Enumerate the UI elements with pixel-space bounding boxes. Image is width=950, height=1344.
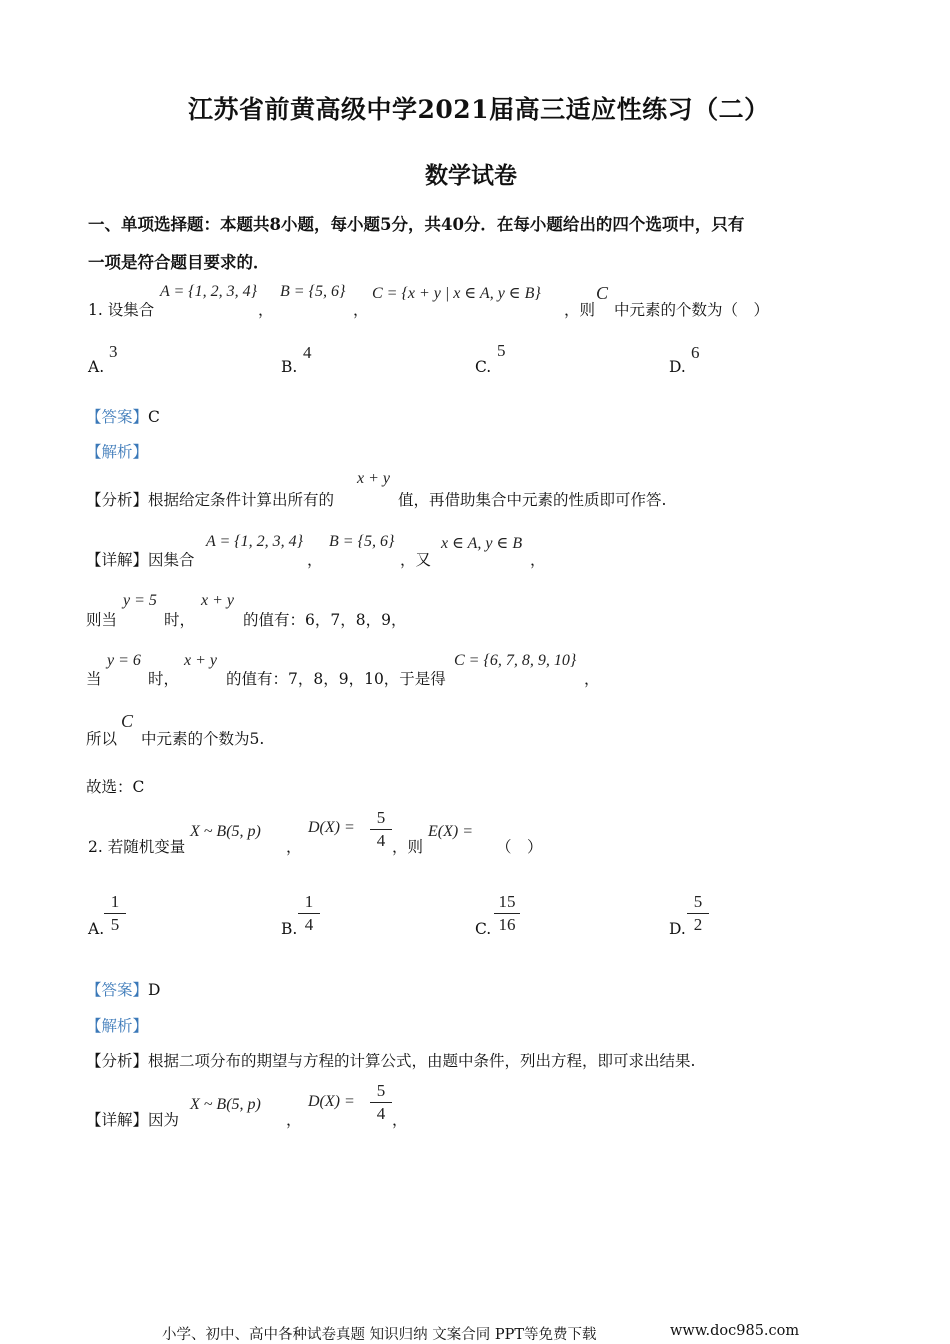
q1-l3-c: 的值有：6，7，8，9， [243,611,407,629]
q1-xj-set-b: B = {5, 6} [329,533,395,550]
q1-option-a-label: A. [88,358,105,376]
q1-xiangjie [86,548,195,570]
fraction-bar [298,913,320,914]
q1-analysis-tag: 【解析】 [86,443,149,461]
q1-xj-comma: ， [307,551,323,569]
q2-option-b-label: B. [281,920,298,938]
footer-text: 小学、初中、高中各种试卷真题 知识归纳 文案合同 PPT等免费下载 [162,1327,597,1343]
fenxi-text: 根据二项分布的期望与方程的计算公式，由题中条件，列出方程，即可求出结果. [148,1052,696,1070]
page-subtitle: 数学试卷 [425,162,517,189]
q2-comma: ， [286,838,302,856]
q1-l3-y: y = 5 [123,592,157,609]
q1-comma-1: ， [258,301,274,319]
q1-set-b: B = {5, 6} [280,283,346,300]
denominator: 4 [376,831,386,850]
fraction-bar [370,1102,392,1103]
q2-option-d-label: D. [669,920,686,938]
q1-option-d-value: 6 [691,343,700,362]
q2-e: E(X) = [428,823,473,840]
q2-option-c-label: C. [475,920,492,938]
fraction-bar [687,913,709,914]
q2-xj-x-dist: X ~ B(5, p) [190,1096,261,1113]
fenxi-text-a: 根据给定条件计算出所有的 [148,491,335,509]
q2-fenxi [86,1049,695,1071]
section-heading-line1: 一、单项选择题：本题共8小题，每小题5分，共40分．在每小题给出的四个选项中，只有 [88,215,745,234]
q2-option-a-label: A. [88,920,105,938]
denominator: 16 [498,915,516,934]
numerator: 1 [110,892,120,911]
q2-answer [86,978,160,1000]
q1-l3-b: 时， [164,611,196,629]
q2-then: ，则 [392,838,424,856]
q1-option-d-label: D. [669,358,686,376]
q1-xj-you: ，又 [400,551,432,569]
q2-option-d-fraction [687,892,709,935]
answer-tag: 【答案】 [86,408,149,426]
q1-l3-a: 则当 [86,611,118,629]
q2-option-a-fraction [104,892,126,935]
q1-l4-end: ， [584,670,600,688]
q1-fenxi-text-b: 值，再借助集合中元素的性质即可作答. [398,491,667,509]
answer-value: C [148,408,160,426]
numerator: 5 [376,808,386,827]
q1-l5-a: 所以 [86,730,118,748]
fraction-bar [104,913,126,914]
denominator: 5 [110,915,120,934]
q1-l4-c: 的值有：7，8，9，10，于是得 [226,670,446,688]
numerator: 1 [304,892,314,911]
footer-site-link[interactable]: www.doc985.com [670,1323,800,1339]
q2-paren: （ ） [496,838,543,856]
q1-option-a-value: 3 [109,342,118,361]
q1-xj-set-a: A = {1, 2, 3, 4} [206,533,304,550]
q1-xj-end: ， [530,551,546,569]
numerator: 5 [693,892,703,911]
q2-d-fraction [370,808,392,851]
q2-xj-comma: ， [286,1111,302,1129]
page-title: 江苏省前黄高级中学2021届高三适应性练习（二） [188,95,770,124]
answer-value: D [148,981,161,999]
q1-xj-xy: x ∈ A, y ∈ B [441,535,523,552]
numerator: 15 [498,892,516,911]
q1-option-c-label: C. [475,358,492,376]
q2-xj-end: ， [392,1111,408,1129]
q2-option-b-fraction [298,892,320,935]
denominator: 4 [304,915,314,934]
q1-l4-set-c: C = {6, 7, 8, 9, 10} [454,652,577,669]
q1-l5-c: C [121,711,134,731]
q1-option-c-value: 5 [497,341,506,360]
q1-answer [86,405,160,427]
q2-option-c-fraction [494,892,520,935]
q1-conclusion: 故选：C [86,778,145,796]
q1-l4-b: 时， [148,670,180,688]
q2-d: D(X) = [308,819,355,836]
q1-fenxi [86,488,334,510]
q1-option-b-label: B. [281,358,298,376]
fraction-bar [370,829,392,830]
q1-l4-xy: x + y [184,652,217,669]
q1-then: ，则 [564,301,596,319]
numerator: 5 [376,1081,386,1100]
xiangjie-text-a: 因集合 [148,551,195,569]
q1-prefix: 1. 设集合 [88,301,155,319]
xiangjie-tag: 【详解】 [86,551,149,569]
q2-xj-d: D(X) = [308,1093,355,1110]
answer-tag: 【答案】 [86,981,149,999]
q1-set-c: C = {x + y | x ∈ A, y ∈ B} [372,285,541,302]
xiangjie-tag: 【详解】 [86,1111,149,1129]
q1-set-a: A = {1, 2, 3, 4} [160,283,258,300]
q1-suffix: 中元素的个数为（ ） [614,301,770,319]
fenxi-tag: 【分析】 [86,1052,149,1070]
section-heading-line2: 一项是符合题目要求的． [88,253,270,272]
q1-l4-y: y = 6 [107,652,141,669]
q1-l5-b: 中元素的个数为5. [141,730,265,748]
q2-analysis-tag: 【解析】 [86,1017,149,1035]
q1-fenxi-math: x + y [357,470,390,487]
q2-xiangjie [86,1108,179,1130]
q2-prefix: 2. 若随机变量 [88,838,186,856]
denominator: 2 [693,915,703,934]
xiangjie-text-a: 因为 [148,1111,180,1129]
q1-l4-a: 当 [86,670,102,688]
fenxi-tag: 【分析】 [86,491,149,509]
denominator: 4 [376,1104,386,1123]
q2-x-dist: X ~ B(5, p) [190,823,261,840]
q1-option-b-value: 4 [303,343,312,362]
q1-comma-2: ， [353,301,369,319]
q2-xj-d-fraction [370,1081,392,1124]
q1-l3-xy: x + y [201,592,234,609]
q1-c-var: C [596,283,609,303]
fraction-bar [494,913,520,914]
